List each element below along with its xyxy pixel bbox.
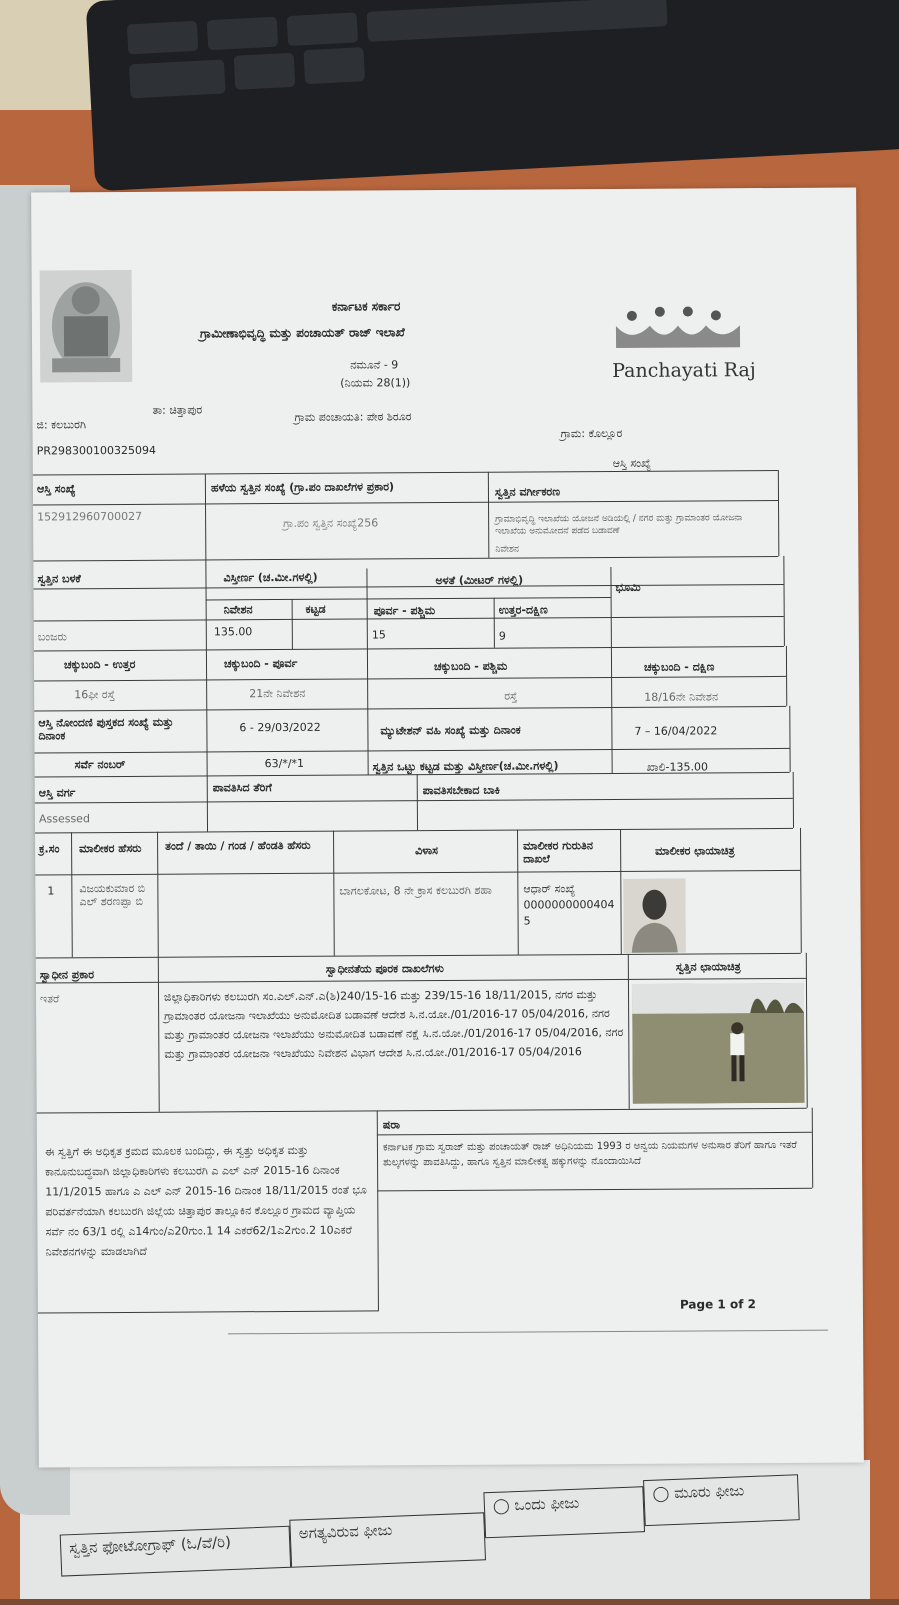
old-number-value: ಗ್ರಾ.ಪಂ ಸ್ವತ್ತಿನ ಸಂಖ್ಯೆ256 — [283, 516, 379, 530]
acquisition-docs: ಜಿಲ್ಲಾಧಿಕಾರಿಗಳು ಕಲಬುರಗಿ ಸಂ.ಎಲ್.ಎನ್.ಎ(ಶಿ)240/15-16 ಮತ್ತು 239/15-16 18/11/2015, ನಗರ ಮತ್ತು ಗ್ರಾಮಾಂತರ ಯೋಜನಾ ಇಲಾಖೆಯು ಅನುಮೋದಿತ ಬಡಾವಣೆ ಆದೇಶ ಸಿ.ನ.ಯೋ./01/2016-17 05/04/2016, ನಗರ ಮತ್ತು ಗ್ರಾಮಾಂತರ ಯೋಜನಾ ಇಲಾಖೆಯು ಅನುಮೋದಿತ ಬಡಾವಣೆ ನಕ್ಷೆ ಸಿ.ನ.ಯೋ./01/2016-17 05/04/2016, ನಗರ ಮತ್ತು ಗ್ರಾಮಾಂತರ ಯೋಜನಾ ಇಲಾಖೆಯು ನಿವೇಶನ ವಿಭಾಗ ಆದೇಶ ಸಿ.ನ.ಯೋ./01/2016-17 05/04/2016 — [163, 988, 624, 1061]
header-dept: ಗ್ರಾಮೀಣಾಭಿವೃದ್ಧಿ ಮತ್ತು ಪಂಚಾಯತ್ ರಾಜ್ ಇಲಾಖೆ — [199, 325, 405, 341]
owner-serial: 1 — [47, 884, 55, 898]
owner-address: ಬಾಗಲಕೋಟ, 8 ನೇ ಕ್ರಾಸ ಕಲಬುರಗಿ ಶಹಾ — [339, 883, 492, 898]
boundary-west-label: ಚಕ್ಕುಬಂದಿ - ಪಶ್ಚಿಮ — [433, 659, 508, 674]
area-group-label: ವಿಸ್ತೀರ್ಣ (ಚ.ಮೀ.ಗಳಲ್ಲಿ) — [223, 570, 318, 585]
owner-photo — [623, 879, 685, 953]
extent-label: ಸ್ವತ್ತಿನ ಒಟ್ಟು ಕಟ್ಟಡ ಮತ್ತು ವಿಸ್ತೀರ್ಣ(ಚ.ಮೀ.ಗಳಲ್ಲಿ) — [372, 759, 559, 774]
form-cell-fee: ಅಗತ್ಯವಿರುವ ಫೀಜು — [289, 1512, 486, 1567]
usage-label: ಸ್ವತ್ತಿನ ಬಳಕೆ — [37, 572, 81, 586]
radio-icon: ◯ — [652, 1484, 670, 1503]
boundary-north-label: ಚಕ್ಕುಬಂದಿ - ಉತ್ತರ — [63, 657, 136, 672]
form-cell-three: ◯ ಮೂರು ಫೀಜು — [643, 1474, 800, 1526]
owners-header-sn: ಕ್ರ.ಸಂ — [39, 842, 60, 856]
acquisition-value: ಇತರೆ — [40, 992, 60, 1006]
north-south-value: 9 — [498, 629, 506, 643]
state-emblem — [40, 270, 133, 383]
register-label: ಆಸ್ತಿ ನೋಂದಣಿ ಪುಸ್ತಕದ ಸಂಖ್ಯೆ ಮತ್ತು ದಿನಾಂಕ — [38, 715, 174, 743]
usage-value: ಬಂಜರು — [37, 630, 67, 644]
tax-paid-label: ಪಾವತಿಸಿದ ತೆರಿಗೆ — [212, 781, 272, 795]
acquisition-label: ಸ್ವಾಧೀನ ಪ್ರಕಾರ — [39, 968, 95, 982]
classification-label: ಸ್ವತ್ತಿನ ವರ್ಗೀಕರಣ — [494, 485, 561, 499]
boundary-east-label: ಚಕ್ಕುಬಂದಿ - ಪೂರ್ವ — [223, 656, 298, 671]
property-no-heading: ಆಸ್ತಿ ಸಂಖ್ಯೆ — [612, 456, 652, 470]
built-label: ಕಟ್ಟಡ — [305, 602, 326, 616]
taluk: ತಾ: ಚಿತ್ತಾಪುರ — [152, 403, 203, 417]
form-cell-photo: ಸ್ವತ್ತಿನ ಫೋಟೋಗ್ರಾಫ್ (ಓ/ವೆ/ರಿ) — [60, 1526, 291, 1577]
old-number-label: ಹಳೆಯ ಸ್ವತ್ತಿನ ಸಂಖ್ಯೆ (ಗ್ರಾ.ಪಂ ದಾಖಲೆಗಳ ಪ್ರಕಾರ) — [210, 480, 395, 495]
survey-value: 63/*/*1 — [264, 756, 305, 771]
form-rule: (ನಿಯಮ 28(1)) — [340, 376, 411, 390]
district: ಜಿ: ಕಲಬುರಗಿ — [36, 418, 87, 432]
mutation-value: 7 – 16/04/2022 — [634, 724, 718, 738]
gram-panchayat: ಗ್ರಾಮ ಪಂಚಾಯತಿ: ಪೇಠ ಶಿರೂರ — [294, 410, 412, 424]
owners-header-parent: ತಂದೆ / ತಾಯಿ / ಗಂಡ / ಹೆಂಡತಿ ಹೆಸರು — [165, 838, 311, 853]
tax-type-value: Assessed — [38, 812, 90, 826]
owners-header-address: ವಿಳಾಸ — [415, 844, 438, 858]
owner-name: ವಿಜಯಕುಮಾರ ಬಿ ಎಲ್ ಶರಣಪ್ಪಾ ಬಿ — [79, 881, 146, 909]
property-document — [31, 187, 864, 1467]
extent-value: ಖಾಲಿ-135.00 — [646, 760, 709, 774]
land-label: ಭೂಮಿ — [615, 580, 641, 594]
survey-label: ಸರ್ವೆ ನಂಬರ್ — [74, 757, 126, 772]
owners-header-photo: ಮಾಲೀಕರ ಛಾಯಾಚಿತ್ರ — [655, 844, 735, 858]
owners-header-name: ಮಾಲೀಕರ ಹೆಸರು — [79, 841, 142, 856]
register-value: 6 - 29/03/2022 — [239, 720, 321, 735]
owner-id-doc: ಆಧಾರ್ ಸಂಖ್ಯೆ 0000000000404 5 — [523, 882, 615, 928]
location-code: PR298300100325094 — [36, 443, 156, 458]
boundary-north-value: 16ಫೀ ರಸ್ತೆ — [74, 688, 115, 702]
north-south-label: ಉತ್ತರ-ದಕ್ಷಿಣ — [498, 603, 548, 617]
east-west-label: ಪೂರ್ವ - ಪಶ್ಚಿಮ — [373, 604, 436, 618]
property-id-label: ಆಸ್ತಿ ಸಂಖ್ಯೆ — [36, 482, 76, 496]
remarks-label: ಷರಾ — [382, 1118, 401, 1132]
header-govt: ಕರ್ನಾಟಕ ಸರ್ಕಾರ — [331, 299, 401, 314]
east-west-value: 15 — [371, 628, 386, 642]
form-number: ನಮೂನೆ - 9 — [350, 358, 399, 372]
boundary-south-label: ಚಕ್ಕುಬಂದಿ - ದಕ್ಷಿಣ — [643, 660, 715, 674]
logo-text: Panchayati Raj — [612, 359, 756, 382]
property-photo-label: ಸ್ವತ್ತಿನ ಛಾಯಾಚಿತ್ರ — [675, 960, 741, 974]
tax-due-label: ಪಾವತಿಸಬೇಕಾದ ಬಾಕಿ — [422, 783, 500, 798]
tax-type-label: ಆಸ್ತಿ ವರ್ಗ — [38, 786, 76, 800]
radio-icon: ◯ — [492, 1496, 511, 1515]
boundary-east-value: 21ನೇ ನಿವೇಶನ — [249, 686, 306, 701]
village: ಗ್ರಾಮ: ಕೊಲ್ಲೂರ — [560, 426, 623, 441]
boundary-west-value: ರಸ್ತೆ — [504, 689, 518, 703]
site-label: ನಿವೇಶನ — [223, 603, 253, 617]
panchayati-raj-logo — [610, 303, 756, 394]
remarks-right: ಕರ್ನಾಟಕ ಗ್ರಾಮ ಸ್ವರಾಜ್ ಮತ್ತು ಪಂಚಾಯತ್ ರಾಜ್ ಅಧಿನಿಯಮ 1993 ರ ಅನ್ವಯ ನಿಯಮಗಳ ಅನುಸಾರ ತೆರಿಗೆ ಹಾಗೂ ಇತರೆ ಶುಲ್ಕಗಳನ್ನು ಪಾವತಿಸಿದ್ದು, ಹಾಗೂ ಸ್ವತ್ತಿನ ಮಾಲೀಕತ್ವ ಹಕ್ಕುಗಳನ್ನು ನೊಂದಾಯಿಸಿದೆ — [382, 1139, 797, 1169]
property-photo — [632, 983, 805, 1104]
size-group-label: ಅಳತೆ (ಮೀಟರ್ ಗಳಲ್ಲಿ) — [435, 573, 524, 588]
remarks-left: ಈ ಸ್ವತ್ತಿಗೆ ಈ ಅಧಿಕೃತ ಕ್ರಮದ ಮೂಲಕ ಬಂದಿದ್ದು, ಈ ಸ್ವತ್ತು ಅಧಿಕೃತ ಮತ್ತು ಕಾನೂನುಬದ್ಧವಾಗಿ ಜಿಲ್ಲಾಧಿಕಾರಿಗಳು ಕಲಬುರಗಿ ಎ ಎಲ್ ಎನ್ 2015-16 ದಿನಾಂಕ 11/1/2015 ಹಾಗೂ ಎ ಎಲ್ ಎನ್ 2015-16 ದಿನಾಂಕ 18/11/2015 ರಂತೆ ಭೂ ಪರಿವರ್ತನೆಯಾಗಿ ಕಲಬುರಗಿ ಜಿಲ್ಲೆಯ ಚಿತ್ತಾಪುರ ತಾಲ್ಲೂಕಿನ ಕೊಲ್ಲೂರ ಗ್ರಾಮದ ವ್ಯಾಪ್ತಿಯ ಸರ್ವೆ ನಂ 63/1 ರಲ್ಲಿ ಎ14ಗುಂ/ಎ20ಗುಂ.1 14 ಎಕರೆ62/1ಎ2ಗುಂ.2 10ಎಕರೆ ನಿವೇಶನಗಳನ್ನು ಮಾಡಲಾಗಿದೆ — [44, 1143, 367, 1259]
form-cell-one: ◯ ಒಂದು ಫೀಜು — [483, 1486, 645, 1538]
classification-end: ನಿವೇಶನ — [495, 544, 520, 555]
site-area-value: 135.00 — [213, 625, 253, 639]
acquisition-docs-label: ಸ್ವಾಧೀನತೆಯ ಪೂರಕ ದಾಖಲೆಗಳು — [325, 962, 444, 976]
property-id-value: 152912960700027 — [37, 509, 143, 524]
classification-value: ಗ್ರಾಮಾಭಿವೃದ್ಧಿ ಇಲಾಖೆಯ ಯೋಜನೆ ಅಡಿಯಲ್ಲಿ / ನಗರ ಮತ್ತು ಗ್ರಾಮಾಂತರ ಯೋಜನಾ ಇಲಾಖೆಯ ಅನುಮೋದನೆ ಪಡೆದ ಬಡಾವಣೆ — [495, 513, 743, 537]
page-number: Page 1 of 2 — [679, 1297, 756, 1312]
owners-header-id: ಮಾಲೀಕರ ಗುರುತಿನ ದಾಖಲೆ — [523, 839, 593, 866]
boundary-south-value: 18/16ನೇ ನಿವೇಶನ — [644, 690, 719, 704]
mutation-label: ಮ್ಯುಟೇಶನ್ ವಹಿ ಸಂಖ್ಯೆ ಮತ್ತು ದಿನಾಂಕ — [380, 723, 521, 738]
